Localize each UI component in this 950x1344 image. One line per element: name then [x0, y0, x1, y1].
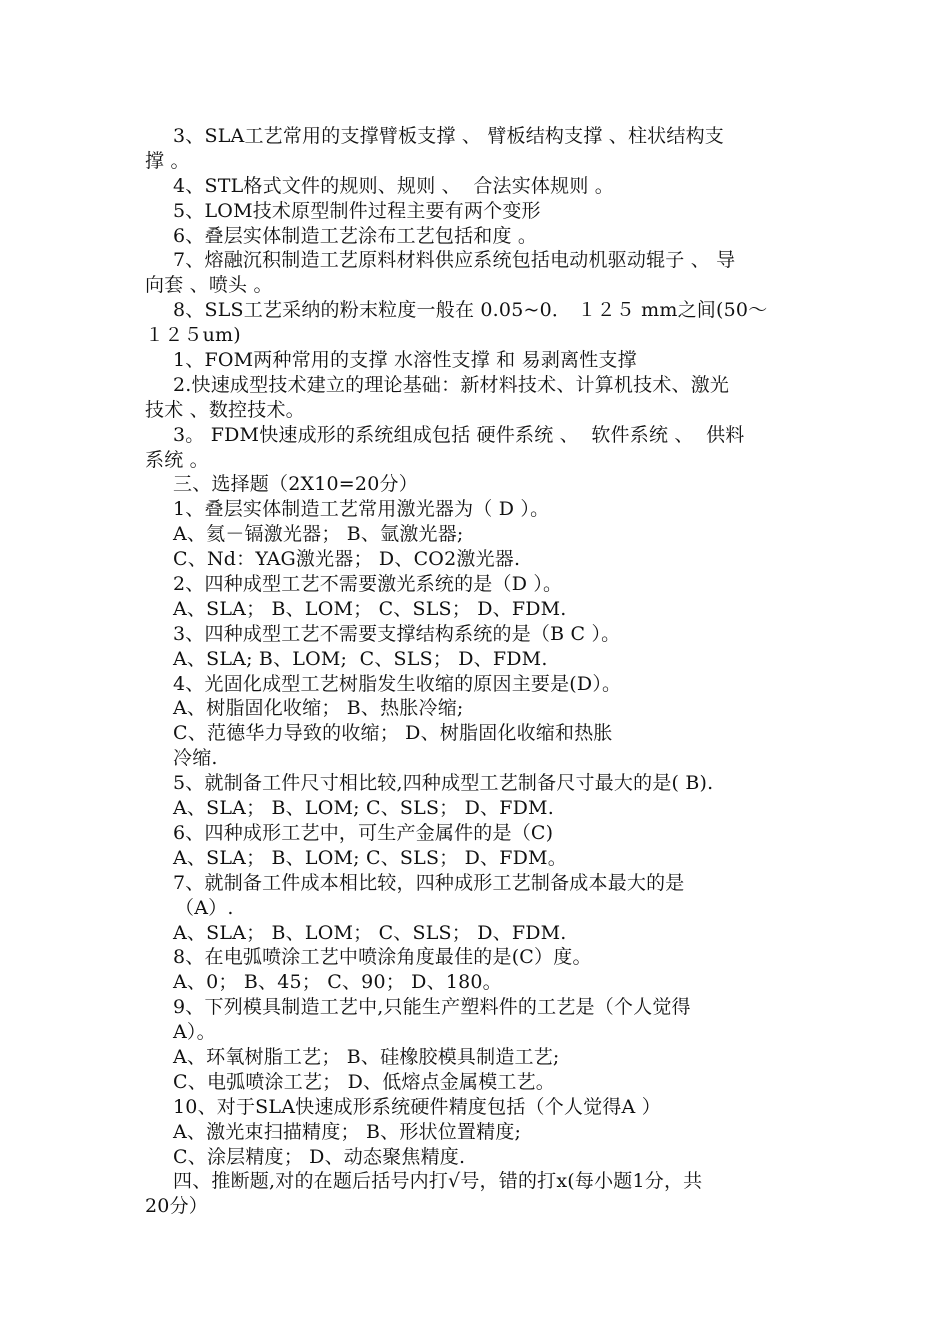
text-line: 4、STL格式文件的规则、规则 、 合法实体规则 。 [173, 174, 614, 197]
text-line: 8、SLS工艺采纳的粉末粒度一般在 0.05~0． １２５ mm之间(50～ [173, 299, 768, 322]
text-line: A、SLA； B、LOM； C、SLS； D、FDM. [173, 921, 567, 944]
text-line: 冷缩. [173, 747, 218, 770]
text-line: 5、LOM技术原型制件过程主要有两个变形 [173, 199, 541, 222]
text-line: 7、就制备工件成本相比较，四种成形工艺制备成本最大的是 [173, 871, 685, 894]
text-line: 系统 。 [145, 448, 209, 471]
text-line: A、环氧树脂工艺； B、硅橡胶模具制造工艺; [173, 1045, 560, 1068]
text-line: C、范德华力导致的收缩； D、树脂固化收缩和热胀 [173, 722, 613, 745]
text-line: C、电弧喷涂工艺； D、低熔点金属模工艺。 [173, 1070, 556, 1093]
text-line: １２５um) [145, 324, 241, 347]
text-line: 2.快速成型技术建立的理论基础：新材料技术、计算机技术、激光 [173, 373, 730, 396]
text-line: 向套 、喷头 。 [145, 274, 273, 297]
text-line: 6、叠层实体制造工艺涂布工艺包括和度 。 [173, 224, 538, 247]
text-line: 撑 。 [145, 149, 190, 172]
text-line: 8、在电弧喷涂工艺中喷涂角度最佳的是(C）度。 [173, 946, 592, 969]
text-line: 四、推断题,对的在题后括号内打√号，错的打x(每小题1分，共 [173, 1170, 703, 1193]
text-line: 20分） [145, 1195, 208, 1218]
document-body [145, 124, 815, 1219]
text-line: A、树脂固化收缩； B、热胀冷缩; [173, 697, 464, 720]
text-line: C、Nd：YAG激光器； D、CO2激光器. [173, 548, 521, 571]
text-line: （A）. [175, 896, 234, 919]
text-line: 3、SLA工艺常用的支撑臂板支撑 、 臂板结构支撑 、柱状结构支 [173, 125, 724, 147]
text-line: 3、四种成型工艺不需要支撑结构系统的是（B C ）。 [173, 622, 621, 645]
text-line: A）。 [173, 1021, 216, 1044]
text-line: A、SLA； B、LOM; C、SLS； D、FDM. [173, 797, 554, 820]
text-line: 技术 、数控技术。 [145, 398, 305, 421]
text-line: 6、四种成形工艺中，可生产金属件的是（C) [173, 821, 554, 844]
text-line: 2、四种成型工艺不需要激光系统的是（D ）。 [173, 573, 563, 596]
text-line: 7、熔融沉积制造工艺原料材料供应系统包括电动机驱动辊子 、 导 [173, 249, 736, 272]
text-line: A、SLA； B、LOM； C、SLS； D、FDM. [173, 597, 567, 620]
text-line: 4、光固化成型工艺树脂发生收缩的原因主要是(D）。 [173, 672, 622, 695]
text-line: A、SLA; B、LOM; C、SLS； D、FDM. [173, 647, 548, 670]
text-line: A、0； B、45； C、90； D、180。 [173, 971, 502, 994]
text-line: A、激光束扫描精度； B、形状位置精度; [173, 1120, 522, 1143]
text-line: A、SLA； B、LOM; C、SLS； D、FDM。 [173, 846, 567, 869]
text-line: 1、FOM两种常用的支撑 水溶性支撑 和 易剥离性支撑 [173, 349, 637, 372]
text-line: 1、叠层实体制造工艺常用激光器为（ D ）。 [173, 498, 550, 521]
text-line: 9、下列模具制造工艺中,只能生产塑料件的工艺是（个人觉得 [173, 996, 691, 1019]
text-line: 10、对于SLA快速成形系统硬件精度包括（个人觉得A ） [173, 1095, 661, 1118]
text-line: A、氦－镉激光器； B、氩激光器; [173, 523, 464, 546]
text-line: 三、选择题（2X10=20分） [173, 473, 418, 496]
text-line: C、涂层精度； D、动态聚焦精度. [173, 1145, 466, 1168]
text-line: 5、就制备工件尺寸相比较,四种成型工艺制备尺寸最大的是( B). [173, 772, 714, 795]
text-line: 3。 FDM快速成形的系统组成包括 硬件系统 、 软件系统 、 供料 [173, 423, 745, 446]
